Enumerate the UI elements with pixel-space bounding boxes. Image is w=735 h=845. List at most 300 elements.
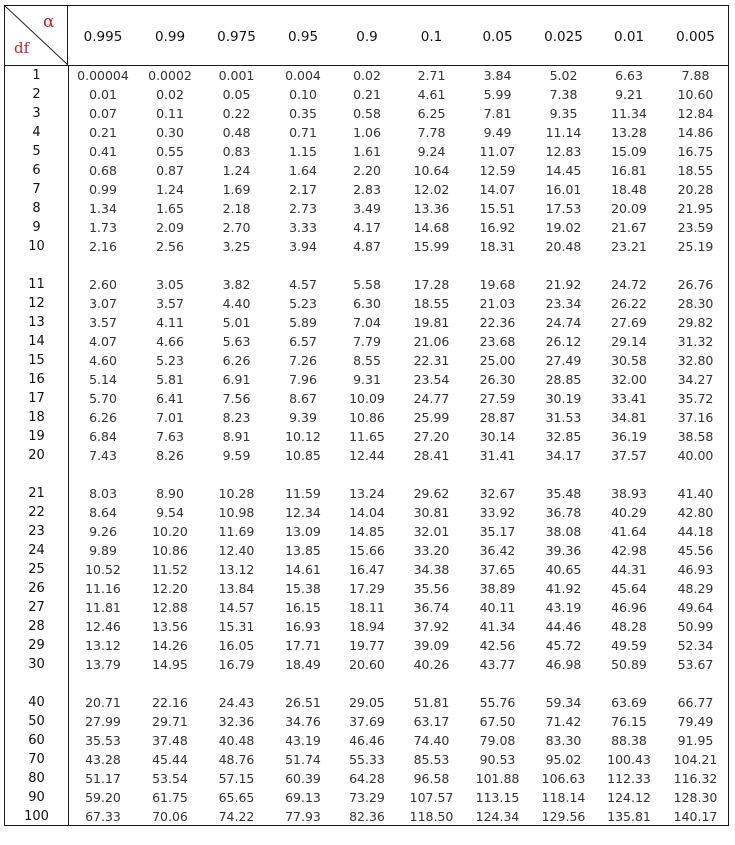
value-cell: 43.19 [545,600,582,615]
value-cell: 6.26 [89,410,117,425]
value-cell: 0.07 [89,106,117,121]
value-cell: 12.83 [545,144,582,159]
value-cell: 11.81 [85,600,121,615]
value-cell: 6.26 [222,353,251,368]
value-cell: 7.63 [156,429,184,444]
value-cell: 21.95 [677,201,714,216]
value-cell: 18.49 [285,657,321,672]
value-cell: 31.53 [545,410,582,425]
value-cell: 60.39 [285,771,321,786]
value-cell: 4.66 [156,334,184,349]
value-cell: 32.85 [545,429,582,444]
column-header: 0.1 [420,29,443,45]
value-cell: 20.71 [85,695,121,710]
value-cell: 2.56 [156,239,184,254]
table-row [5,807,728,826]
value-cell: 25.00 [479,353,516,368]
value-cell: 44.31 [611,562,647,577]
table-row [5,617,728,636]
value-cell: 27.20 [413,429,450,444]
corner-cell [5,6,68,65]
value-cell: 2.18 [222,201,251,216]
value-cell: 16.47 [349,562,385,577]
value-cell: 10.09 [349,391,385,406]
value-cell: 63.17 [413,714,450,729]
value-cell: 3.49 [353,201,381,216]
value-cell: 5.01 [222,315,251,330]
value-cell: 25.19 [677,239,714,254]
table-row [5,522,728,541]
value-cell: 17.28 [413,277,450,292]
value-cell: 90.53 [479,752,516,767]
value-cell: 0.30 [156,125,184,140]
value-cell: 16.92 [479,220,516,235]
value-cell: 5.63 [222,334,251,349]
value-cell: 1.06 [353,125,381,140]
column-header: 0.9 [356,29,378,45]
table-row [5,66,728,85]
value-cell: 64.28 [349,771,385,786]
value-cell: 23.68 [479,334,516,349]
value-cell: 67.33 [85,809,121,824]
value-cell: 46.96 [611,600,647,615]
value-cell: 51.17 [85,771,121,786]
value-cell: 37.16 [677,410,714,425]
value-cell: 36.42 [479,543,516,558]
df-cell: 10 [28,239,45,254]
value-cell: 2.16 [89,239,117,254]
value-cell: 63.69 [611,695,647,710]
table-header [5,6,728,66]
table-row [5,199,728,218]
value-cell: 1.34 [89,201,117,216]
value-cell: 13.36 [413,201,450,216]
value-cell: 23.54 [413,372,450,387]
value-cell: 11.07 [479,144,516,159]
value-cell: 1.65 [156,201,184,216]
table-row [5,541,728,560]
value-cell: 0.00004 [77,68,129,83]
value-cell: 3.07 [89,296,117,311]
value-cell: 5.02 [549,68,578,83]
value-cell: 41.34 [479,619,516,634]
value-cell: 2.71 [417,68,446,83]
value-cell: 10.20 [152,524,188,539]
value-cell: 7.04 [353,315,381,330]
value-cell: 2.70 [222,220,251,235]
value-cell: 1.64 [289,163,317,178]
value-cell: 1.61 [353,144,381,159]
table-row [5,389,728,408]
value-cell: 38.58 [677,429,714,444]
df-cell: 28 [28,619,45,634]
value-cell: 0.0002 [148,68,192,83]
value-cell: 9.31 [353,372,381,387]
value-cell: 18.11 [349,600,385,615]
value-cell: 8.90 [156,486,184,501]
value-cell: 0.001 [218,68,255,83]
value-cell: 79.08 [479,733,516,748]
value-cell: 0.02 [353,68,381,83]
table-row [5,750,728,769]
value-cell: 11.65 [349,429,385,444]
value-cell: 12.02 [413,182,450,197]
value-cell: 5.81 [156,372,184,387]
df-cell: 90 [28,790,45,805]
value-cell: 10.85 [285,448,321,463]
df-cell: 3 [32,106,41,121]
value-cell: 7.38 [549,87,578,102]
df-cell: 60 [28,733,45,748]
value-cell: 15.09 [611,144,647,159]
value-cell: 11.69 [218,524,255,539]
value-cell: 6.30 [353,296,381,311]
value-cell: 30.81 [413,505,450,520]
value-cell: 10.52 [85,562,121,577]
value-cell: 5.23 [156,353,184,368]
value-cell: 35.56 [413,581,450,596]
value-cell: 48.29 [677,581,714,596]
value-cell: 140.17 [673,809,718,824]
value-cell: 29.82 [677,315,714,330]
value-cell: 10.60 [677,87,714,102]
value-cell: 29.05 [349,695,385,710]
value-cell: 15.31 [218,619,255,634]
df-cell: 22 [28,505,45,520]
value-cell: 0.01 [89,87,117,102]
df-cell: 26 [28,581,45,596]
value-cell: 29.14 [611,334,647,349]
value-cell: 12.88 [152,600,188,615]
value-cell: 34.81 [611,410,647,425]
value-cell: 33.20 [413,543,450,558]
value-cell: 14.86 [677,125,714,140]
value-cell: 100.43 [607,752,651,767]
table-row [5,275,728,294]
value-cell: 37.57 [611,448,647,463]
value-cell: 1.24 [222,163,251,178]
value-cell: 33.41 [611,391,647,406]
value-cell: 40.48 [218,733,255,748]
value-cell: 2.83 [353,182,381,197]
value-cell: 9.26 [89,524,117,539]
column-header: 0.995 [83,29,123,45]
value-cell: 13.24 [349,486,385,501]
value-cell: 7.79 [353,334,381,349]
value-cell: 14.07 [479,182,516,197]
df-cell: 20 [28,448,45,463]
value-cell: 6.84 [89,429,117,444]
value-cell: 46.93 [677,562,714,577]
value-cell: 28.85 [545,372,582,387]
df-cell: 80 [28,771,45,786]
value-cell: 13.12 [218,562,255,577]
value-cell: 39.36 [545,543,582,558]
value-cell: 77.93 [285,809,321,824]
value-cell: 22.31 [413,353,450,368]
value-cell: 59.34 [545,695,582,710]
value-cell: 16.79 [218,657,255,672]
value-cell: 51.81 [413,695,450,710]
value-cell: 42.98 [611,543,647,558]
value-cell: 16.81 [611,163,647,178]
value-cell: 0.11 [156,106,184,121]
value-cell: 91.95 [677,733,714,748]
value-cell: 36.78 [545,505,582,520]
df-cell: 27 [28,600,45,615]
value-cell: 26.12 [545,334,582,349]
value-cell: 40.11 [479,600,516,615]
value-cell: 10.64 [413,163,450,178]
df-cell: 4 [32,125,41,140]
value-cell: 35.53 [85,733,121,748]
value-cell: 10.86 [152,543,188,558]
table-row [5,408,728,427]
value-cell: 21.03 [479,296,516,311]
value-cell: 3.82 [222,277,251,292]
value-cell: 48.28 [611,619,647,634]
value-cell: 118.50 [409,809,454,824]
value-cell: 18.48 [611,182,647,197]
value-cell: 76.15 [611,714,647,729]
value-cell: 32.01 [413,524,450,539]
row-group [5,275,728,465]
value-cell: 18.94 [349,619,385,634]
value-cell: 79.49 [677,714,714,729]
value-cell: 129.56 [541,809,586,824]
table-row [5,332,728,351]
value-cell: 7.56 [222,391,251,406]
table-row [5,123,728,142]
value-cell: 40.29 [611,505,647,520]
value-cell: 24.77 [413,391,450,406]
df-cell: 5 [32,144,41,159]
value-cell: 8.03 [89,486,117,501]
table-row [5,85,728,104]
value-cell: 44.46 [545,619,582,634]
value-cell: 20.48 [545,239,582,254]
value-cell: 8.64 [89,505,117,520]
value-cell: 20.28 [677,182,714,197]
value-cell: 38.93 [611,486,647,501]
value-cell: 16.15 [285,600,321,615]
df-cell: 13 [28,315,45,330]
df-cell: 16 [28,372,45,387]
value-cell: 118.14 [541,790,586,805]
value-cell: 21.67 [611,220,647,235]
value-cell: 35.72 [677,391,714,406]
table-row [5,446,728,465]
value-cell: 12.44 [349,448,385,463]
value-cell: 26.76 [677,277,714,292]
value-cell: 19.77 [349,638,385,653]
value-cell: 65.65 [218,790,255,805]
row-group [5,484,728,674]
value-cell: 13.56 [152,619,188,634]
value-cell: 124.34 [475,809,520,824]
value-cell: 4.87 [353,239,381,254]
value-cell: 12.84 [677,106,714,121]
value-cell: 112.33 [607,771,651,786]
column-header: 0.05 [482,29,513,45]
value-cell: 39.09 [413,638,450,653]
df-cell: 12 [28,296,45,311]
table-row [5,503,728,522]
value-cell: 23.59 [677,220,714,235]
value-cell: 4.57 [289,277,317,292]
table-row [5,769,728,788]
value-cell: 3.57 [156,296,184,311]
value-cell: 25.99 [413,410,450,425]
value-cell: 11.14 [545,125,582,140]
value-cell: 59.20 [85,790,121,805]
value-cell: 34.76 [285,714,321,729]
value-cell: 83.30 [545,733,582,748]
value-cell: 52.34 [677,638,714,653]
value-cell: 9.89 [89,543,117,558]
value-cell: 9.59 [222,448,251,463]
value-cell: 23.21 [611,239,647,254]
value-cell: 30.19 [545,391,582,406]
value-cell: 45.44 [152,752,188,767]
df-cell: 18 [28,410,45,425]
value-cell: 12.59 [479,163,516,178]
value-cell: 40.65 [545,562,582,577]
value-cell: 0.02 [156,87,184,102]
value-cell: 4.11 [156,315,184,330]
value-cell: 16.93 [285,619,321,634]
value-cell: 26.22 [611,296,647,311]
value-cell: 7.96 [289,372,317,387]
value-cell: 13.12 [85,638,121,653]
value-cell: 18.55 [413,296,450,311]
value-cell: 15.51 [479,201,516,216]
value-cell: 45.64 [611,581,647,596]
value-cell: 113.15 [475,790,520,805]
value-cell: 11.59 [285,486,321,501]
value-cell: 128.30 [673,790,718,805]
value-cell: 45.56 [677,543,714,558]
value-cell: 95.02 [545,752,582,767]
value-cell: 5.23 [289,296,317,311]
value-cell: 0.35 [289,106,317,121]
df-cell: 2 [32,87,41,102]
value-cell: 50.99 [677,619,714,634]
value-cell: 8.67 [289,391,317,406]
value-cell: 73.29 [349,790,385,805]
df-cell: 8 [32,201,41,216]
table-row [5,142,728,161]
value-cell: 13.09 [285,524,321,539]
value-cell: 5.58 [353,277,381,292]
value-cell: 14.95 [152,657,188,672]
value-cell: 45.72 [545,638,582,653]
value-cell: 4.07 [89,334,117,349]
column-header: 0.975 [217,29,256,45]
value-cell: 57.15 [218,771,255,786]
value-cell: 5.14 [89,372,117,387]
value-cell: 41.40 [677,486,714,501]
table-row [5,484,728,503]
table-row [5,560,728,579]
value-cell: 22.16 [152,695,188,710]
value-cell: 71.42 [545,714,582,729]
table-row [5,427,728,446]
table-row [5,370,728,389]
column-header: 0.99 [154,29,186,45]
value-cell: 3.57 [89,315,117,330]
value-cell: 14.45 [545,163,582,178]
value-cell: 4.17 [353,220,381,235]
table-row [5,237,728,256]
value-cell: 36.19 [611,429,647,444]
value-cell: 0.71 [289,125,317,140]
value-cell: 10.12 [285,429,321,444]
df-cell: 100 [24,809,49,824]
value-cell: 49.64 [677,600,714,615]
value-cell: 0.22 [222,106,251,121]
value-cell: 2.73 [289,201,317,216]
value-cell: 11.34 [611,106,647,121]
value-cell: 70.06 [152,809,188,824]
alpha-label: α [43,12,55,32]
df-cell: 11 [28,277,45,292]
value-cell: 53.54 [152,771,188,786]
table-row [5,161,728,180]
value-cell: 46.46 [349,733,385,748]
df-cell: 1 [32,68,41,83]
value-cell: 37.65 [479,562,516,577]
value-cell: 1.15 [289,144,317,159]
df-cell: 30 [28,657,45,672]
value-cell: 30.58 [611,353,647,368]
value-cell: 50.89 [611,657,647,672]
df-cell: 15 [28,353,45,368]
value-cell: 15.99 [413,239,450,254]
value-cell: 0.004 [285,68,321,83]
value-cell: 37.48 [152,733,188,748]
table-row [5,655,728,674]
value-cell: 51.74 [285,752,321,767]
value-cell: 3.84 [483,68,512,83]
value-cell: 35.48 [545,486,582,501]
value-cell: 101.88 [475,771,520,786]
value-cell: 0.10 [289,87,317,102]
value-cell: 34.27 [677,372,714,387]
value-cell: 7.26 [289,353,317,368]
value-cell: 116.32 [673,771,718,786]
value-cell: 66.77 [677,695,714,710]
df-cell: 50 [28,714,45,729]
value-cell: 32.36 [218,714,255,729]
value-cell: 0.55 [156,144,184,159]
value-cell: 9.21 [615,87,643,102]
value-cell: 24.43 [218,695,255,710]
value-cell: 3.25 [222,239,251,254]
value-cell: 53.67 [677,657,714,672]
value-cell: 12.20 [152,581,188,596]
value-cell: 43.28 [85,752,121,767]
value-cell: 33.92 [479,505,516,520]
value-cell: 12.40 [218,543,255,558]
value-cell: 42.80 [677,505,714,520]
value-cell: 32.00 [611,372,647,387]
value-cell: 28.30 [677,296,714,311]
value-cell: 28.87 [479,410,516,425]
value-cell: 32.67 [479,486,516,501]
value-cell: 61.75 [152,790,188,805]
value-cell: 35.17 [479,524,516,539]
